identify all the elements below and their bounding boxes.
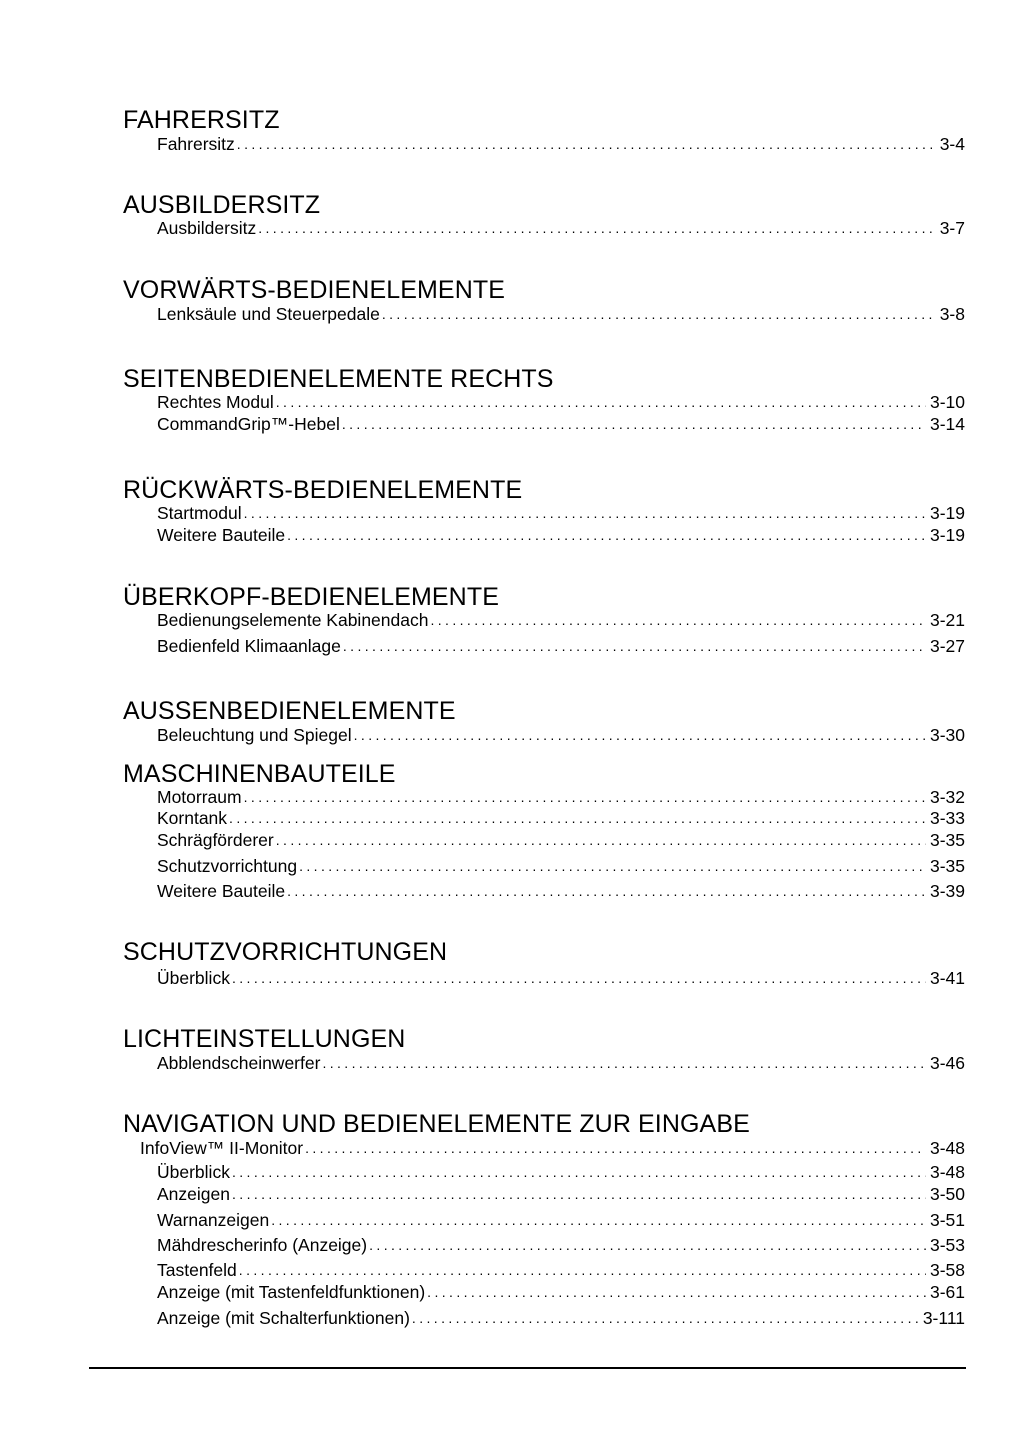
section-heading: LICHTEINSTELLUNGEN (123, 1025, 406, 1053)
dot-leader (276, 393, 926, 411)
section-heading: ÜBERKOPF-BEDIENELEMENTE (123, 583, 499, 611)
toc-entry-label: Beleuchtung und Spiegel (157, 725, 352, 745)
toc-entry[interactable] (157, 1209, 965, 1231)
dot-leader (354, 726, 926, 744)
dot-leader (369, 1236, 926, 1254)
toc-entry-page: 3-19 (929, 525, 965, 545)
dot-leader (239, 1261, 926, 1279)
toc-entry-page: 3-30 (929, 725, 965, 745)
toc-entry-page: 3-27 (929, 636, 965, 656)
dot-leader (258, 219, 935, 237)
toc-entry[interactable] (157, 880, 965, 902)
section-heading: RÜCKWÄRTS-BEDIENELEMENTE (123, 476, 523, 504)
section-heading: MASCHINENBAUTEILE (123, 760, 396, 788)
dot-leader (229, 809, 926, 827)
toc-entry[interactable] (157, 133, 965, 155)
toc-entry-label: Schrägförderer (157, 830, 274, 850)
dot-leader (244, 788, 926, 806)
section-heading: SEITENBEDIENELEMENTE RECHTS (123, 365, 554, 393)
dot-leader (305, 1139, 926, 1157)
dot-leader (412, 1309, 919, 1327)
section-heading: SCHUTZVORRICHTUNGEN (123, 938, 448, 966)
dot-leader (343, 637, 926, 655)
toc-entry-page: 3-111 (922, 1308, 965, 1328)
toc-entry-page: 3-35 (929, 830, 965, 850)
toc-entry-label: Rechtes Modul (157, 392, 274, 412)
toc-entry[interactable] (140, 1137, 965, 1159)
dot-leader (232, 1163, 926, 1181)
dot-leader (287, 526, 926, 544)
toc-entry-page: 3-33 (929, 808, 965, 828)
toc-entry-page: 3-53 (929, 1235, 965, 1255)
toc-entry[interactable] (157, 967, 965, 989)
toc-entry-page: 3-61 (929, 1282, 965, 1302)
toc-entry-label: Weitere Bauteile (157, 881, 286, 901)
toc-entry-label: Überblick (157, 968, 230, 988)
toc-entry-label: Anzeigen (157, 1184, 230, 1204)
toc-entry-page: 3-32 (929, 787, 965, 807)
toc-entry[interactable] (157, 855, 965, 877)
toc-entry[interactable] (157, 1161, 965, 1183)
toc-entry-page: 3-21 (929, 610, 965, 630)
dot-leader (237, 135, 936, 153)
toc-entry-page: 3-10 (929, 392, 965, 412)
toc-entry[interactable] (157, 391, 965, 413)
toc-entry-page: 3-39 (929, 881, 965, 901)
toc-entry-label: Mähdrescherinfo (Anzeige) (157, 1235, 368, 1255)
toc-entry[interactable] (157, 807, 965, 829)
toc-entry[interactable] (157, 1234, 965, 1256)
toc-entry[interactable] (157, 786, 965, 808)
toc-entry[interactable] (157, 1183, 965, 1205)
toc-entry-label: Tastenfeld (157, 1260, 237, 1280)
toc-entry-label: Bedienungselemente Kabinendach (157, 610, 429, 630)
footer-rule (89, 1367, 966, 1369)
toc-entry-label: Weitere Bauteile (157, 525, 286, 545)
toc-entry-label: Korntank (157, 808, 228, 828)
toc-entry[interactable] (157, 829, 965, 851)
toc-entry[interactable] (157, 1259, 965, 1281)
section-heading: AUSSENBEDIENELEMENTE (123, 697, 456, 725)
toc-entry-label: Abblendscheinwerfer (157, 1053, 321, 1073)
dot-leader (287, 882, 926, 900)
dot-leader (244, 504, 926, 522)
toc-entry[interactable] (157, 524, 965, 546)
dot-leader (271, 1211, 926, 1229)
dot-leader (322, 1054, 926, 1072)
toc-entry-page: 3-8 (939, 304, 965, 324)
toc-entry[interactable] (157, 635, 965, 657)
toc-entry[interactable] (157, 217, 965, 239)
toc-entry-label: Startmodul (157, 503, 242, 523)
toc-entry-page: 3-41 (929, 968, 965, 988)
section-heading: FAHRERSITZ (123, 106, 280, 134)
toc-entry[interactable] (157, 413, 965, 435)
dot-leader (232, 1185, 926, 1203)
toc-entry-page: 3-51 (929, 1210, 965, 1230)
section-heading: VORWÄRTS-BEDIENELEMENTE (123, 276, 505, 304)
toc-entry-page: 3-46 (929, 1053, 965, 1073)
toc-entry[interactable] (157, 303, 965, 325)
toc-entry-label: Fahrersitz (157, 134, 235, 154)
toc-entry-label: Anzeige (mit Tastenfeldfunktionen) (157, 1282, 426, 1302)
toc-entry[interactable] (157, 724, 965, 746)
toc-entry[interactable] (157, 609, 965, 631)
toc-entry-page: 3-35 (929, 856, 965, 876)
toc-entry-label: Anzeige (mit Schalterfunktionen) (157, 1308, 410, 1328)
toc-entry-page: 3-48 (929, 1162, 965, 1182)
section-heading: NAVIGATION UND BEDIENELEMENTE ZUR EINGABE (123, 1110, 750, 1138)
toc-entry-label: Bedienfeld Klimaanlage (157, 636, 341, 656)
toc-entry-label: CommandGrip™-Hebel (157, 414, 340, 434)
toc-entry-page: 3-48 (929, 1138, 965, 1158)
toc-entry-page: 3-50 (929, 1184, 965, 1204)
dot-leader (232, 969, 926, 987)
dot-leader (299, 857, 926, 875)
toc-entry-page: 3-58 (929, 1260, 965, 1280)
dot-leader (427, 1283, 926, 1301)
dot-leader (430, 611, 926, 629)
toc-entry-label: Schutzvorrichtung (157, 856, 298, 876)
toc-entry-page: 3-4 (939, 134, 965, 154)
toc-entry-label: Motorraum (157, 787, 242, 807)
toc-entry-label: InfoView™ II-Monitor (140, 1138, 304, 1158)
toc-entry-label: Warnanzeigen (157, 1210, 270, 1230)
section-heading: AUSBILDERSITZ (123, 191, 321, 219)
dot-leader (382, 305, 936, 323)
dot-leader (276, 831, 926, 849)
toc-entry[interactable] (157, 1052, 965, 1074)
toc-entry-label: Ausbildersitz (157, 218, 257, 238)
toc-entry[interactable] (157, 1307, 965, 1329)
toc-entry-page: 3-14 (929, 414, 965, 434)
toc-entry-page: 3-19 (929, 503, 965, 523)
toc-entry-page: 3-7 (939, 218, 965, 238)
toc-entry[interactable] (157, 502, 965, 524)
toc-entry-label: Überblick (157, 1162, 230, 1182)
dot-leader (342, 415, 926, 433)
toc-entry-label: Lenksäule und Steuerpedale (157, 304, 380, 324)
toc-entry[interactable] (157, 1281, 965, 1303)
